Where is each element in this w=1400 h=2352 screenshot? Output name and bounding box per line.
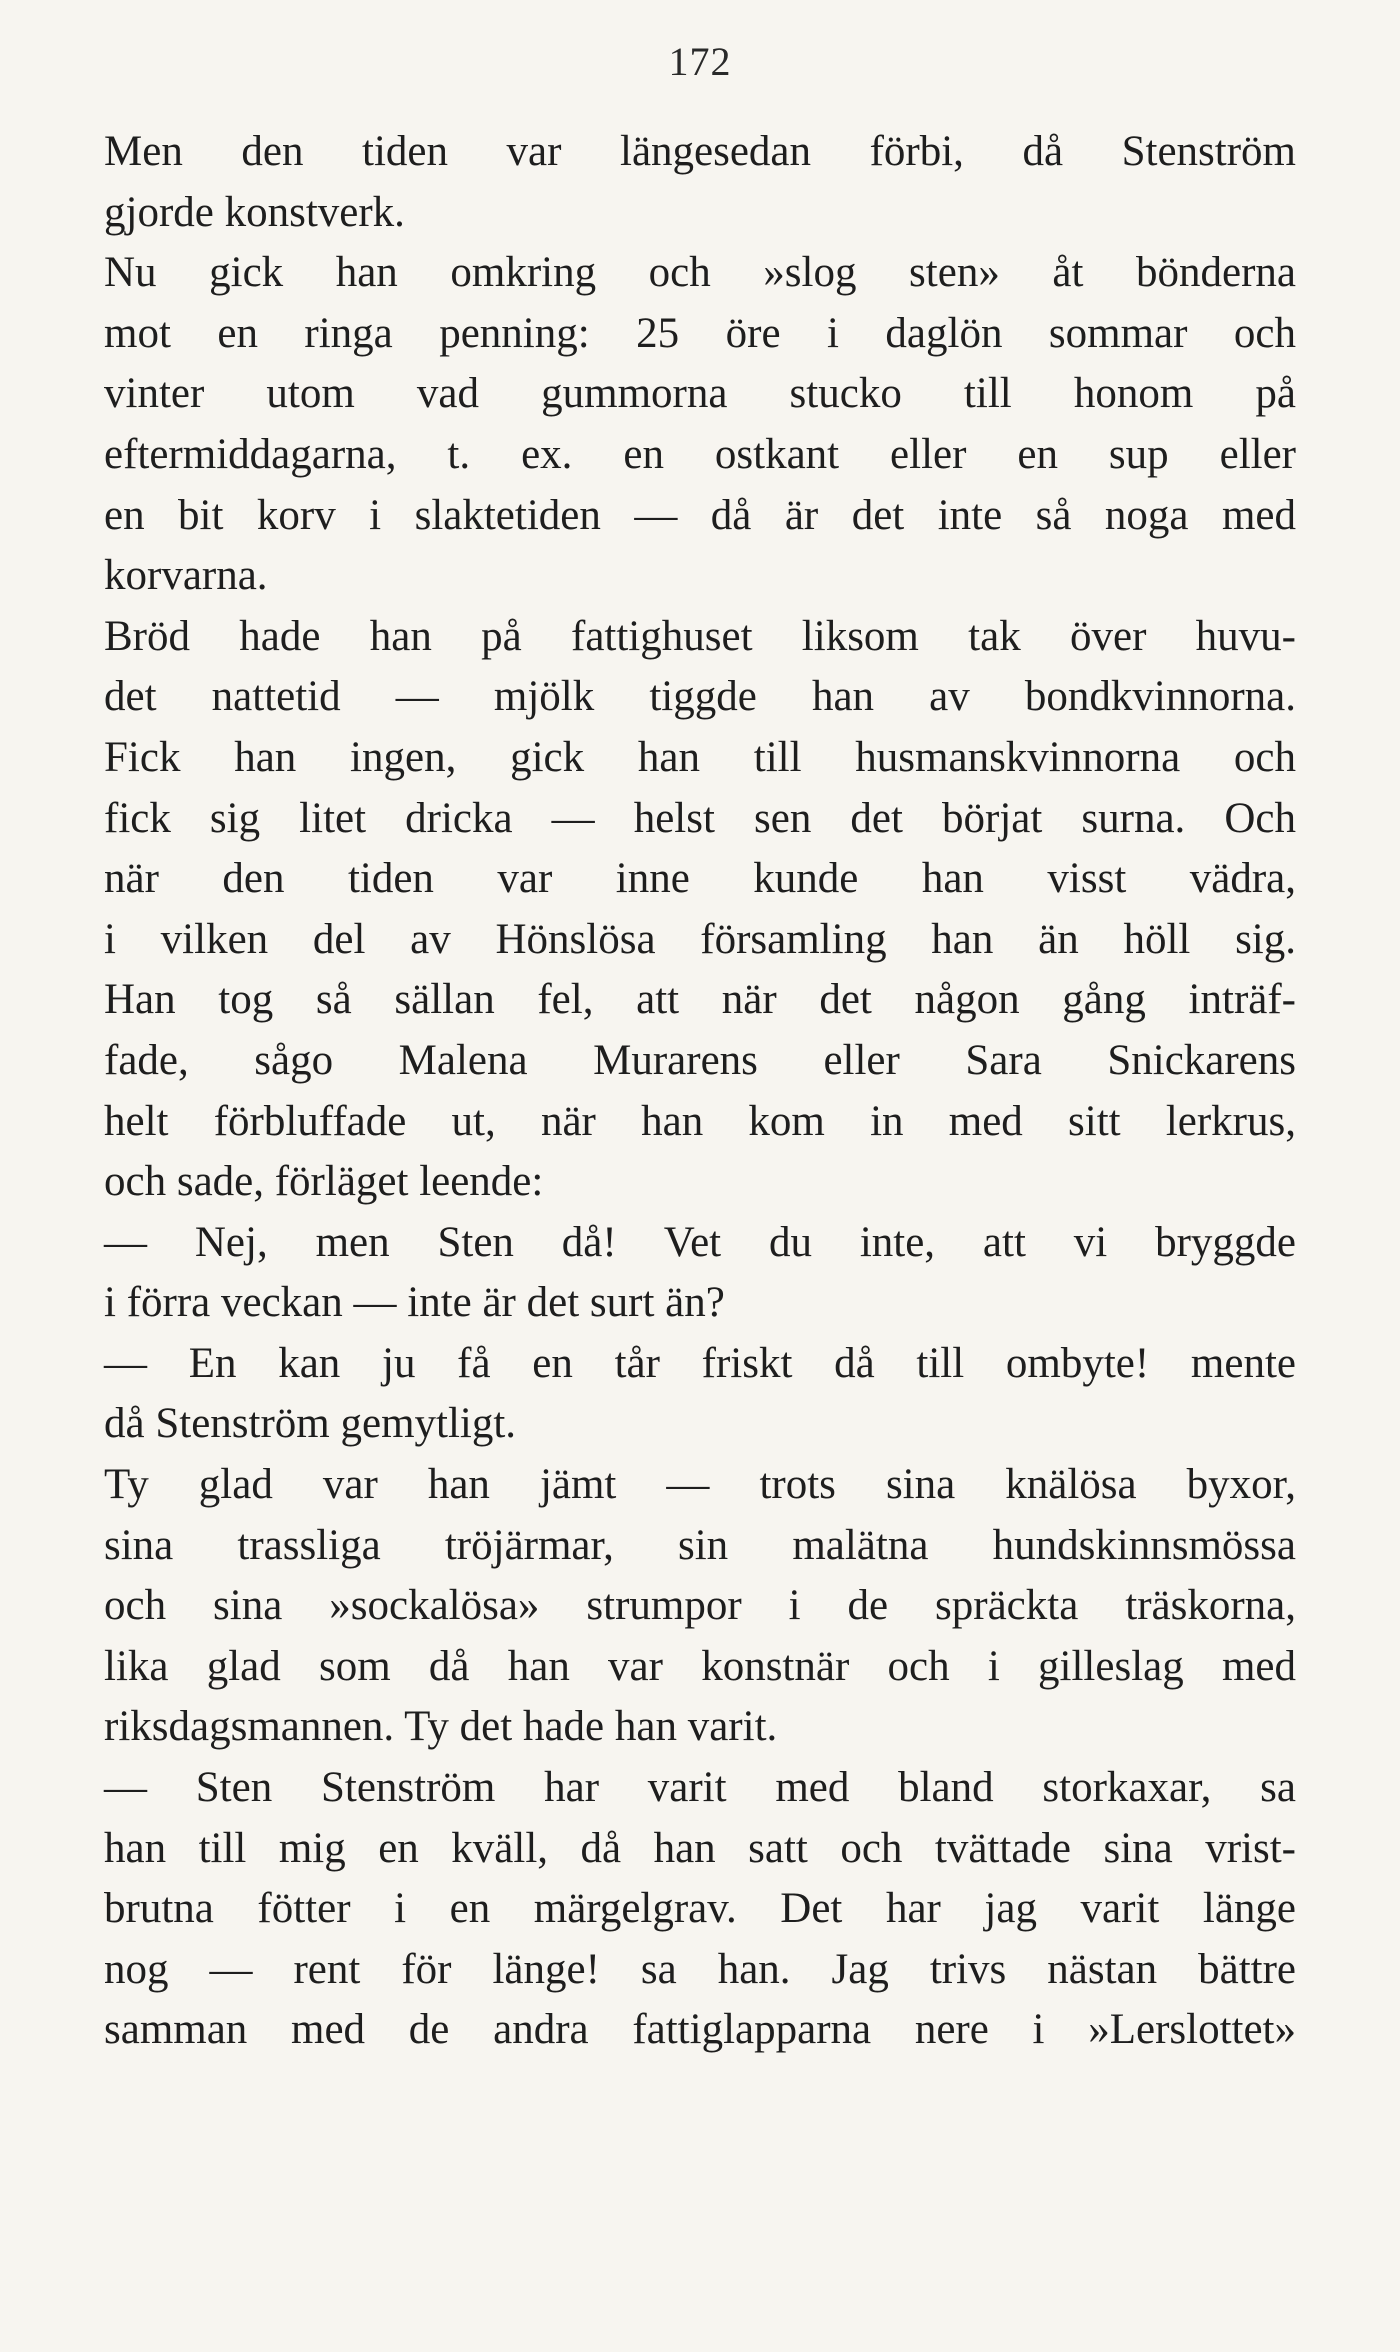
paragraph-6 — [104, 1455, 1296, 1758]
text-line: Men den tiden var längesedan förbi, då Stenström — [104, 128, 1296, 175]
paragraph-2 — [104, 243, 1296, 607]
text-line: nog — rent för länge! sa han. Jag trivs nästan bättre — [104, 1945, 1296, 1993]
paragraph-1 — [104, 122, 1296, 243]
text-line: lika glad som då han var konstnär och i gilleslag med — [104, 1642, 1296, 1690]
page-number: 172 — [668, 39, 732, 84]
text-line: det nattetid — mjölk tiggde han av bondkvinnorna. — [104, 673, 1296, 721]
text-line: samman med de andra fattiglapparna nere i »Lerslottet» — [104, 2006, 1296, 2054]
text-line: fick sig litet dricka — helst sen det börjat surna. Och — [104, 794, 1296, 842]
text-line: — Sten Stenström har varit med bland storkaxar, sa — [104, 1764, 1296, 1812]
paragraph-5 — [104, 1334, 1296, 1455]
body-text — [104, 122, 1296, 2061]
text-line: Ty glad var han jämt — trots sina knälösa byxor, — [104, 1461, 1296, 1509]
text-line: när den tiden var inne kunde han visst vädra, — [104, 855, 1296, 903]
text-line: mot en ringa penning: 25 öre i daglön sommar och — [104, 309, 1296, 357]
text-line: Fick han ingen, gick han till husmanskvinnorna och — [104, 733, 1296, 781]
text-line: Bröd hade han på fattighuset liksom tak över huvu- — [104, 612, 1296, 660]
text-line: — Nej, men Sten då! Vet du inte, att vi bryggde — [104, 1218, 1296, 1266]
text-line: Han tog så sällan fel, att när det någon gång inträf- — [104, 976, 1296, 1024]
text-line: i förra veckan — inte är det surt än? — [104, 1279, 725, 1327]
text-line: fade, sågo Malena Murarens eller Sara Snickarens — [104, 1036, 1296, 1084]
text-line: och sina »sockalösa» strumpor i de spräckta träskorna, — [104, 1582, 1296, 1630]
text-line: — En kan ju få en tår friskt då till ombyte! mente — [104, 1339, 1296, 1387]
paragraph-3 — [104, 607, 1296, 1213]
paragraph-7 — [104, 1758, 1296, 2061]
paragraph-4 — [104, 1213, 1296, 1334]
text-line: sina trassliga tröjärmar, sin malätna hundskinnsmössa — [104, 1521, 1296, 1569]
text-line: korvarna. — [104, 552, 268, 600]
text-line: gjorde konstverk. — [104, 188, 405, 236]
text-line: vinter utom vad gummorna stucko till honom på — [104, 370, 1296, 418]
text-line: i vilken del av Hönslösa församling han än höll sig. — [104, 915, 1296, 963]
text-line: då Stenström gemytligt. — [104, 1400, 517, 1448]
text-line: helt förbluffade ut, när han kom in med sitt lerkrus, — [104, 1097, 1296, 1145]
text-line: en bit korv i slaktetiden — då är det inte så noga med — [104, 491, 1296, 539]
text-line: och sade, förläget leende: — [104, 1158, 544, 1206]
text-line: eftermiddagarna, t. ex. en ostkant eller en sup eller — [104, 430, 1296, 478]
text-line: brutna fötter i en märgelgrav. Det har jag varit länge — [104, 1885, 1296, 1933]
text-line: riksdagsmannen. Ty det hade han varit. — [104, 1703, 778, 1751]
text-line: han till mig en kväll, då han satt och tvättade sina vrist- — [104, 1824, 1296, 1872]
text-line: Nu gick han omkring och »slog sten» åt bönderna — [104, 249, 1296, 297]
